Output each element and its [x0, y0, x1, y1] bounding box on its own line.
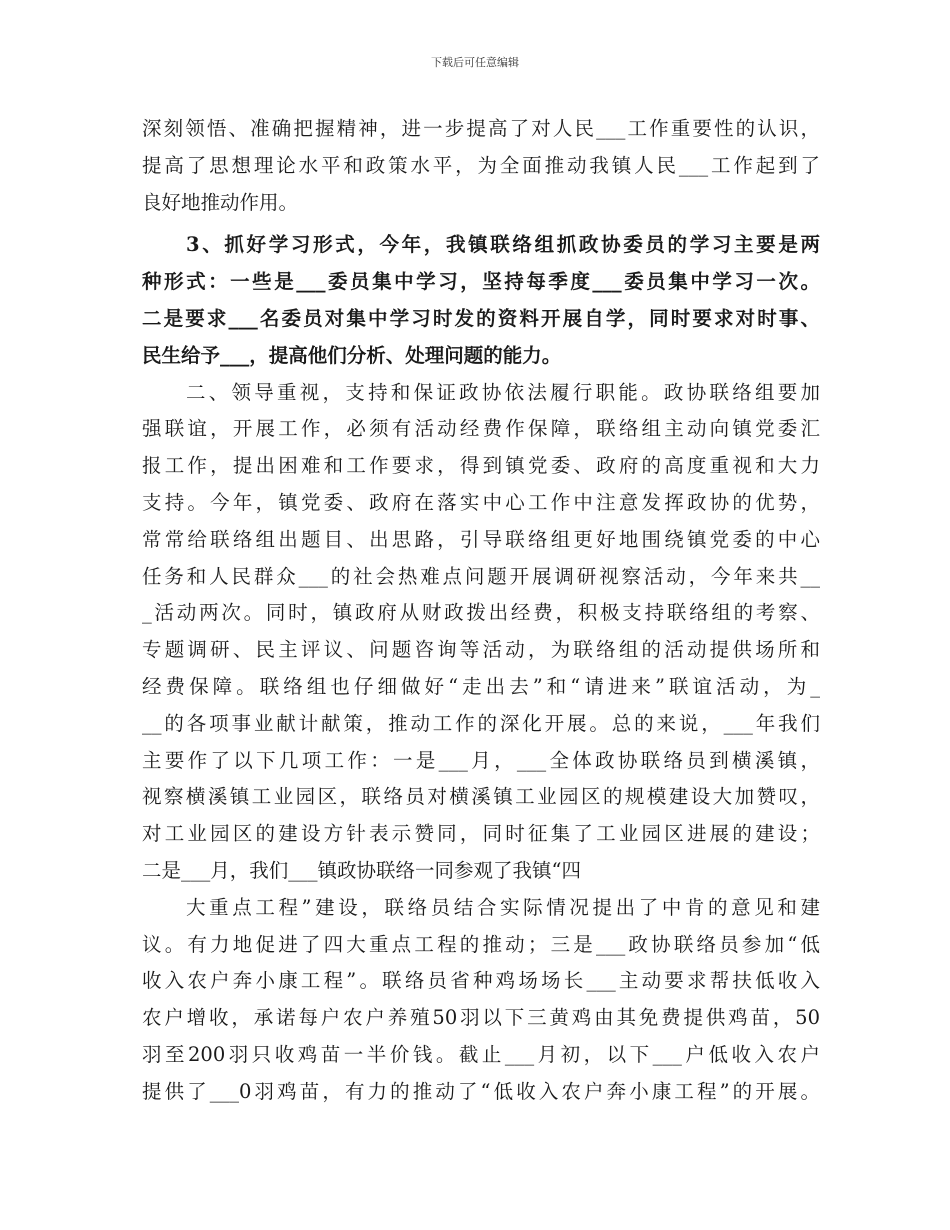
text-line: 专题调研、民主评议、问题咨询等活动，为联络组的活动提供场所和 — [142, 638, 820, 662]
document-body — [142, 111, 820, 1111]
text-line: 3、抓好学习形式，今年，我镇联络组抓政协委员的学习主要是两 — [186, 233, 820, 257]
text-line: 收入农户奔小康工程”。联络员省种鸡场场长___主动要求帮扶低收入 — [142, 969, 820, 993]
text-line: 议。有力地促进了四大重点工程的推动；三是___政协联络员参加“低 — [142, 932, 820, 956]
text-line: 二是要求___名委员对集中学习时发的资料开展自学，同时要求对时事、 — [142, 306, 820, 330]
text-line: _活动两次。同时，镇政府从财政拨出经费，积极支持联络组的考察、 — [142, 601, 820, 625]
paragraph-study-results — [142, 111, 820, 221]
text-line: 羽至200羽只收鸡苗一半价钱。截止___月初，以下___户低收入农户 — [142, 1042, 820, 1066]
page-header: 下载后可任意编辑 — [431, 56, 519, 69]
text-line: 大重点工程”建设，联络员结合实际情况提出了中肯的意见和建 — [186, 895, 820, 919]
text-line: 提高了思想理论水平和政策水平，为全面推动我镇人民___工作起到了 — [142, 153, 820, 177]
text-line: 二、领导重视，支持和保证政协依法履行职能。政协联络组要加 — [186, 380, 820, 404]
text-line: 良好地推动作用。 — [142, 190, 299, 214]
text-line: 视察横溪镇工业园区，联络员对横溪镇工业园区的规模建设大加赞叹， — [142, 785, 820, 809]
text-line: 深刻领悟、准确把握精神，进一步提高了对人民___工作重要性的认识， — [142, 117, 820, 140]
text-line: 二是___月，我们___镇政协联络一同参观了我镇“四 — [142, 858, 581, 882]
text-line: 支持。今年，镇党委、政府在落实中心工作中注意发挥政协的优势， — [142, 490, 820, 514]
text-line: 任务和人民群众___的社会热难点问题开展调研视察活动，今年来共__ — [142, 564, 820, 588]
text-line: 提供了___0羽鸡苗，有力的推动了“低收入农户奔小康工程”的开展。 — [142, 1079, 820, 1103]
paragraph-study-forms — [142, 227, 820, 374]
text-line: 种形式：一些是___委员集中学习，坚持每季度___委员集中学习一次。 — [142, 270, 820, 294]
text-line: 对工业园区的建设方针表示赞同，同时征集了工业园区进展的建设； — [142, 822, 820, 846]
text-line: 经费保障。联络组也仔细做好“走出去”和“请进来”联谊活动，为_ — [142, 674, 820, 698]
text-line: 农户增收，承诺每户农户养殖50羽以下三黄鸡由其免费提供鸡苗，50 — [142, 1006, 820, 1030]
text-line: 民生给予___，提高他们分析、处理问题的能力。 — [142, 343, 562, 367]
text-line: __的各项事业献计献策，推动工作的深化开展。总的来说，___年我们 — [142, 711, 820, 735]
text-line: 主要作了以下几项工作：一是___月，___全体政协联络员到横溪镇， — [142, 748, 820, 772]
text-line: 强联谊，开展工作，必须有活动经费作保障，联络组主动向镇党委汇 — [142, 417, 820, 441]
paragraph-key-projects — [142, 890, 820, 1111]
text-line: 常常给联络组出题目、出思路，引导联络组更好地围绕镇党委的中心 — [142, 527, 820, 551]
text-line: 报工作，提出困难和工作要求，得到镇党委、政府的高度重视和大力 — [142, 454, 820, 478]
paragraph-leadership-support — [142, 375, 820, 890]
